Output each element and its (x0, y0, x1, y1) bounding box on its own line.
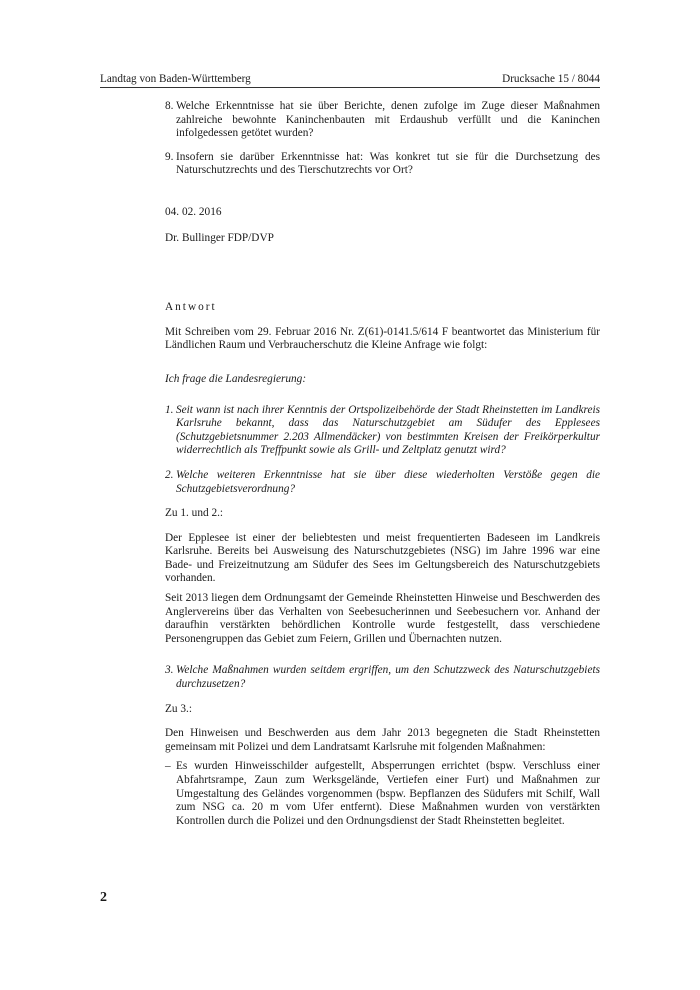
answer-1-2-paragraph: Seit 2013 liegen dem Ordnungsamt der Gemeinde Rheinstetten Hinweise und Beschwerden des Anglervereins über das Verhalten von Seebesucherinnen und Seebesuchern vor. Anhand der daraufhin verstärkten behördlichen Kontrolle wurde festgestellt, dass verschiedene Personengruppen das Gebiet zum Feiern, Grillen und Übernachten nutzen. (165, 592, 600, 645)
answer-3-intro: Den Hinweisen und Beschwerden aus dem Jahr 2013 begegneten die Stadt Rheinstetten gemeinsam mit Polizei und dem Landratsamt Karlsruhe mit folgenden Maßnahmen: (165, 727, 600, 753)
answer-intro: Mit Schreiben vom 29. Februar 2016 Nr. Z(61)-0141.5/614 F beantwortet das Ministerium für Ländlichen Raum und Verbraucherschutz die Kleine Anfrage wie folgt: (165, 325, 600, 352)
header-divider (100, 87, 600, 88)
answer-heading: Antwort (165, 301, 217, 314)
answer-3-heading: Zu 3.: (165, 702, 192, 715)
question-text: Welche Erkenntnisse hat sie über Berichte, denen zufolge im Zuge dieser Maßnahmen zahlreiche bewohnte Kaninchenbauten mit Erdaushub verfüllt und die Kaninchen infolgedessen getötet wurden? (176, 100, 600, 140)
question-3 (165, 664, 600, 691)
answer-1-2-paragraph: Der Epplesee ist einer der beliebtesten und meist frequentierten Badeseen im Landkreis Karlsruhe. Bereits bei Ausweisung des Naturschutzgebietes (NSG) im Jahre 1996 war eine Bade- und Freizeitnutzung am Südufer des Sees im Geltungsbereich des Naturschutzgebiets vorhanden. (165, 531, 600, 585)
question-number: 8. (165, 100, 174, 112)
question-number: 1. (165, 403, 174, 416)
header-document-number: Drucksache 15 / 8044 (502, 73, 600, 85)
submission-date: 04. 02. 2016 (165, 205, 222, 218)
list-dash: – (165, 760, 171, 773)
question-number: 3. (165, 664, 174, 677)
question-text: Seit wann ist nach ihrer Kenntnis der Ortspolizeibehörde der Stadt Rheinstetten im Landkreis Karlsruhe bekannt, dass das Naturschutzgebiet am Südufer des Epplesees (Schutzgebietsnummer 2.203 Allmendäcker) von bestimmten Kreisen der Freikörperkultur widerrechtlich als Treffpunkt sowie als Grill- und Zeltplatz genutzt wird? (176, 403, 600, 457)
question-text: Insofern sie darüber Erkenntnisse hat: Was konkret tut sie für die Durchsetzung des Naturschutzrechts und des Tierschutzrechts vor Ort? (176, 150, 600, 177)
page-number: 2 (100, 890, 107, 905)
answer-1-2-heading: Zu 1. und 2.: (165, 507, 224, 520)
question-2 (165, 469, 600, 496)
question-number: 2. (165, 468, 174, 481)
question-9 (165, 151, 600, 178)
list-item-text: Es wurden Hinweisschilder aufgestellt, Absperrungen errichtet (bspw. Verschluss einer Abfahrtsrampe, Zaun zum Werksgelände, Vertiefen einer Furt) und Maßnahmen zur Umgestaltung des Geländes vorgenommen (bspw. Bepflanzen des Südufers mit Schilf, Wall zum NSG ca. 20 m vom Ufer entfernt). Diese Maßnahmen wurden von verstärkten Kontrollen durch die Polizei und den Ordnungsdienst der Stadt Rheinstetten begleitet. (176, 760, 600, 827)
question-text: Welche Maßnahmen wurden seitdem ergriffen, um den Schutzzweck des Naturschutzgebiets durchzusetzen? (176, 664, 600, 691)
question-text: Welche weiteren Erkenntnisse hat sie über diese wiederholten Verstöße gegen die Schutzgebietsverordnung? (176, 468, 600, 495)
question-lead-in: Ich frage die Landesregierung: (165, 372, 307, 385)
question-1 (165, 404, 600, 458)
measures-list-item (165, 760, 600, 828)
author-line: Dr. Bullinger FDP/DVP (165, 231, 274, 244)
page-header (100, 72, 600, 88)
question-number: 9. (165, 150, 174, 163)
question-8 (165, 100, 600, 141)
page-content (165, 100, 600, 828)
header-parliament-name: Landtag von Baden-Württemberg (100, 73, 251, 85)
